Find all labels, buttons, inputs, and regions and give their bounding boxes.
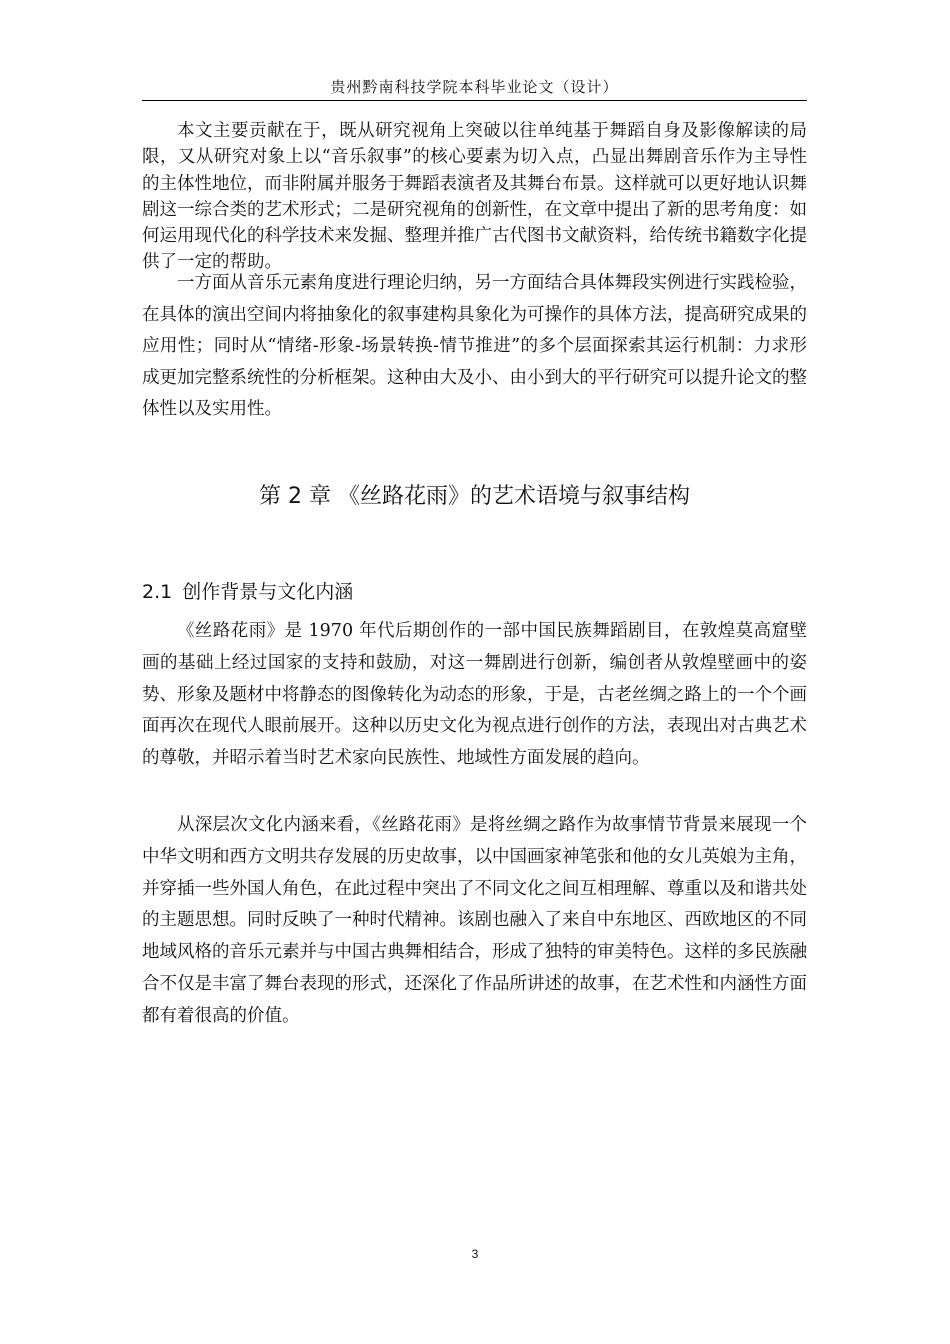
section-number: 2.1 — [142, 581, 173, 603]
section-paragraph-1: 《丝路花雨》是 1970 年代后期创作的一部中国民族舞蹈剧目，在敦煌莫高窟壁画的基础上经过国家的支持和鼓励，对这一舞剧进行创新，编创者从敦煌壁画中的姿势、形象及题材中将静态的图像转化为动态的形象，于是，古老丝绸之路上的一个个画面再次在现代人眼前展开。这种以历史文化为视点进行创作的方法，表现出对古典艺术的尊敬，并昭示着当时艺术家向民族性、地域性方面发展的趋向。 — [142, 621, 807, 769]
header-divider — [142, 100, 807, 101]
intro-paragraph-2: 一方面从音乐元素角度进行理论归纳，另一方面结合具体舞段实例进行实践检验，在具体的演出空间内将抽象化的叙事建构具象化为可操作的具体方法，提高研究成果的应用性；同时从“情绪-形象-场景转换-情节推进”的多个层面探索其运行机制：力求形成更加完整系统性的分析框架。这种由大及小、由小到大的平行研究可以提升论文的整体性以及实用性。 — [142, 273, 807, 419]
section-paragraph-2: 从深层次文化内涵来看，《丝路花雨》是将丝绸之路作为故事情节背景来展现一个中华文明和西方文明共存发展的历史故事，以中国画家神笔张和他的女儿英娘为主角，并穿插一些外国人角色，在此过程中突出了不同文化之间互相理解、尊重以及和谐共处的主题思想。同时反映了一种时代精神。该剧也融入了来自中东地区、西欧地区的不同地域风格的音乐元素并与中国古典舞相结合，形成了独特的审美特色。这样的多民族融合不仅是丰富了舞台表现的形式，还深化了作品所讲述的故事，在艺术性和内涵性方面都有着很高的价值。 — [142, 815, 807, 1026]
intro-paragraph-1: 本文主要贡献在于，既从研究视角上突破以往单纯基于舞蹈自身及影像解读的局限，又从研究对象上以“音乐叙事”的核心要素为切入点，凸显出舞剧音乐作为主导性的主体性地位，而非附属并服务于舞蹈表演者及其舞台布景。这样就可以更好地认识舞剧这一综合类的艺术形式；二是研究视角的创新性，在文章中提出了新的思考角度：如何运用现代化的科学技术来发掘、整理并推广古代图书文献资料，给传统书籍数字化提供了一定的帮助。 — [142, 121, 807, 273]
page-number: 3 — [471, 1247, 479, 1261]
chapter-title: 第 2 章 《丝路花雨》的艺术语境与叙事结构 — [259, 484, 690, 509]
section-heading — [142, 577, 353, 604]
page-header: 贵州黔南科技学院本科毕业论文（设计） — [330, 78, 619, 96]
section-title: 创作背景与文化内涵 — [182, 581, 354, 603]
